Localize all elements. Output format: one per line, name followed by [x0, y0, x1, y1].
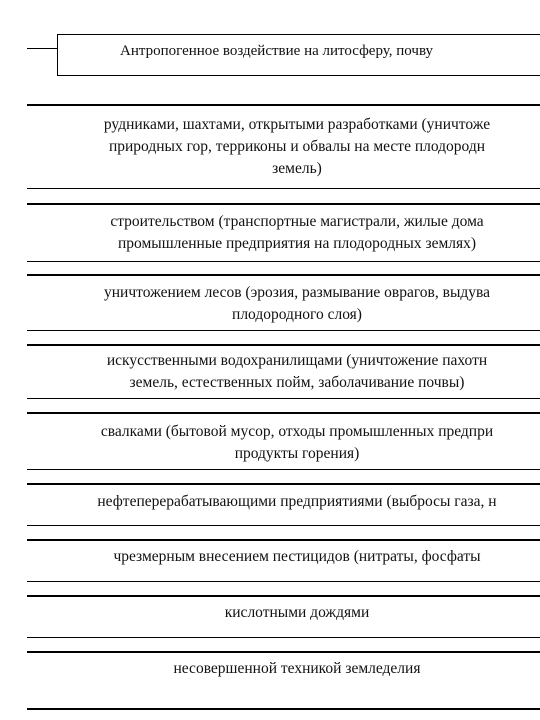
- item-top-border: [27, 483, 540, 485]
- list-item-text: природных гор, терриконы и обвалы на месте плодородн: [108, 138, 486, 155]
- list-item-text: земель, естественных пойм, заболачивание почвы): [129, 374, 465, 391]
- list-item-text: искусственными водохранилищами (уничтожение пахотн: [106, 352, 488, 369]
- list-item: [27, 211, 540, 255]
- item-bottom-border: [27, 525, 540, 526]
- item-top-border: [27, 344, 540, 346]
- list-item: [27, 602, 540, 624]
- list-item-text: свалками (бытовой мусор, отходы промышленных предпри: [100, 423, 494, 440]
- list-item: [27, 546, 540, 568]
- list-item: [27, 350, 540, 394]
- list-item-text: продукты горения): [234, 445, 360, 462]
- item-top-border: [27, 274, 540, 276]
- item-top-border: [27, 104, 540, 106]
- item-bottom-border: [27, 469, 540, 470]
- list-item-text: плодородного слоя): [232, 306, 362, 323]
- list-item-text: несовершенной техникой земледелия: [173, 660, 421, 677]
- item-top-border: [27, 412, 540, 414]
- list-item-text: кислотными дождями: [224, 604, 370, 621]
- page-title: Антропогенное воздействие на литосферу, почву: [120, 43, 434, 59]
- list-item: [27, 421, 540, 465]
- list-item-text: чрезмерным внесением пестицидов (нитраты, фосфаты: [113, 548, 481, 565]
- list-item-text: промышленные предприятия на плодородных землях): [117, 235, 477, 252]
- title-box: [57, 34, 540, 76]
- list-item: [27, 282, 540, 326]
- item-bottom-border: [27, 637, 540, 638]
- item-bottom-border: [27, 398, 540, 399]
- item-top-border: [27, 203, 540, 205]
- item-bottom-border: [27, 261, 540, 262]
- item-top-border: [27, 651, 540, 653]
- list-item-text: нефтеперерабатывающими предприятиями (выбросы газа, н: [97, 493, 497, 510]
- list-item: [27, 658, 540, 680]
- item-bottom-border: [27, 581, 540, 582]
- list-item-text: земель): [272, 160, 322, 177]
- list-item: [27, 491, 540, 513]
- item-top-border: [27, 595, 540, 597]
- list-item-text: уничтожением лесов (эрозия, размывание оврагов, выдува: [104, 284, 490, 301]
- list-item: [27, 114, 540, 180]
- item-bottom-border: [27, 708, 540, 710]
- connector-line: [27, 48, 57, 49]
- item-bottom-border: [27, 188, 540, 189]
- item-top-border: [27, 539, 540, 541]
- list-item-text: рудниками, шахтами, открытыми разработками (уничтоже: [103, 116, 491, 133]
- item-bottom-border: [27, 330, 540, 331]
- list-item-text: строительством (транспортные магистрали, жилые дома: [110, 213, 484, 230]
